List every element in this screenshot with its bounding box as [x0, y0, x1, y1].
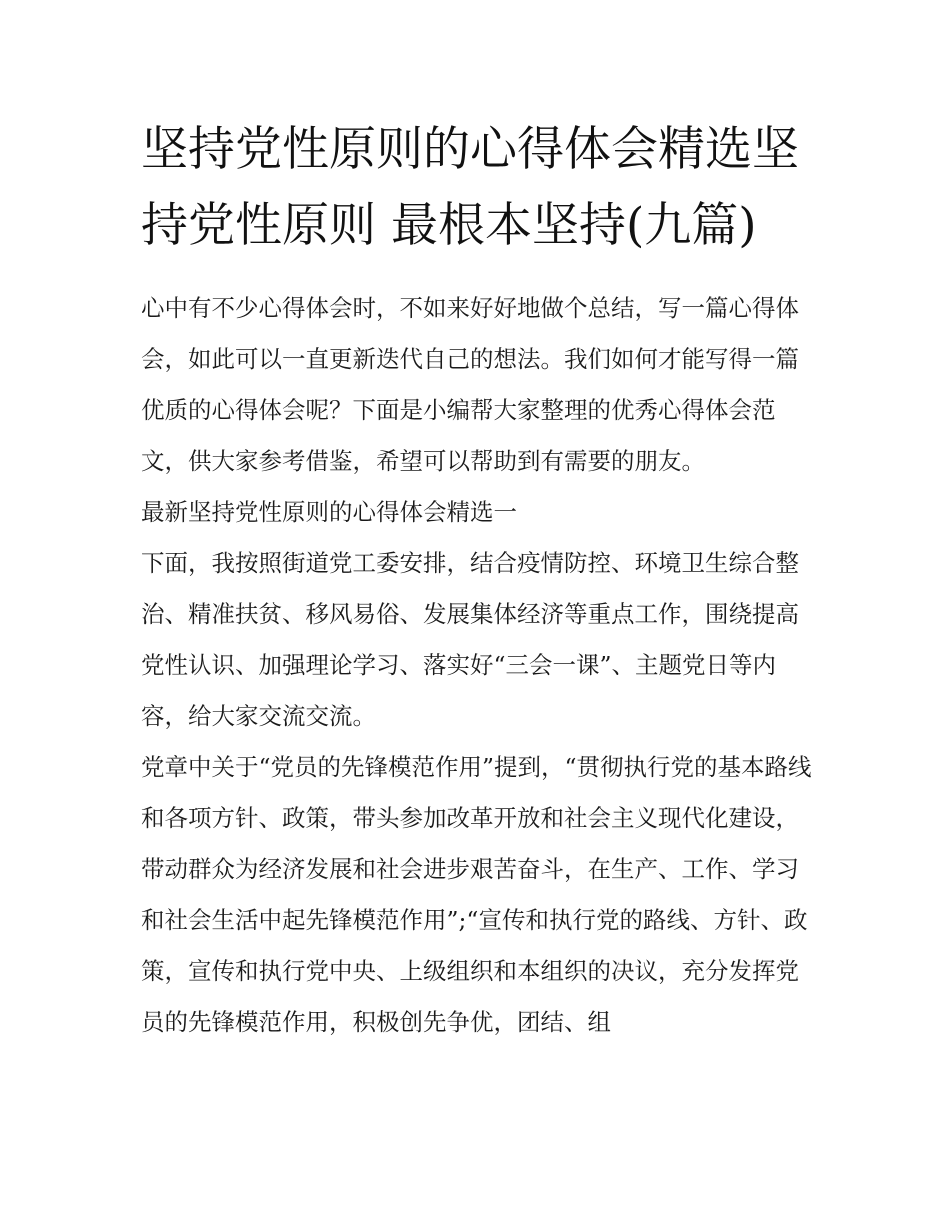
intro-paragraph: 心中有不少心得体会时，不如来好好地做个总结，写一篇心得体会，如此可以一直更新迭代自己的想法。我们如何才能写得一篇优质的心得体会呢？下面是小编帮大家整理的优秀心得体会范文，供大家参考借鉴，希望可以帮助到有需要的朋友。 [141, 294, 799, 475]
document-body [141, 112, 813, 1048]
body-paragraph-2: 党章中关于“党员的先锋模范作用”提到，“贯彻执行党的基本路线和各项方针、政策，带头参加改革开放和社会主义现代化建设，带动群众为经济发展和社会进步艰苦奋斗，在生产、工作、学习和社会生活中起先锋模范作用”;“宣传和执行党的路线、方针、政策，宣传和执行党中央、上级组织和本组织的决议，充分发挥党员的先锋模范作用，积极创先争优，团结、组 [141, 753, 812, 1036]
body-paragraph-1: 下面，我按照街道党工委安排，结合疫情防控、环境卫生综合整治、精准扶贫、移风易俗、发展集体经济等重点工作，围绕提高党性认识、加强理论学习、落实好“三会一课”、主题党日等内容，给大家交流交流。 [141, 549, 799, 730]
document-title: 坚持党性原则的心得体会精选坚持党性原则 最根本坚持(九篇) [141, 122, 799, 253]
section-heading: 最新坚持党性原则的心得体会精选一 [141, 498, 517, 526]
